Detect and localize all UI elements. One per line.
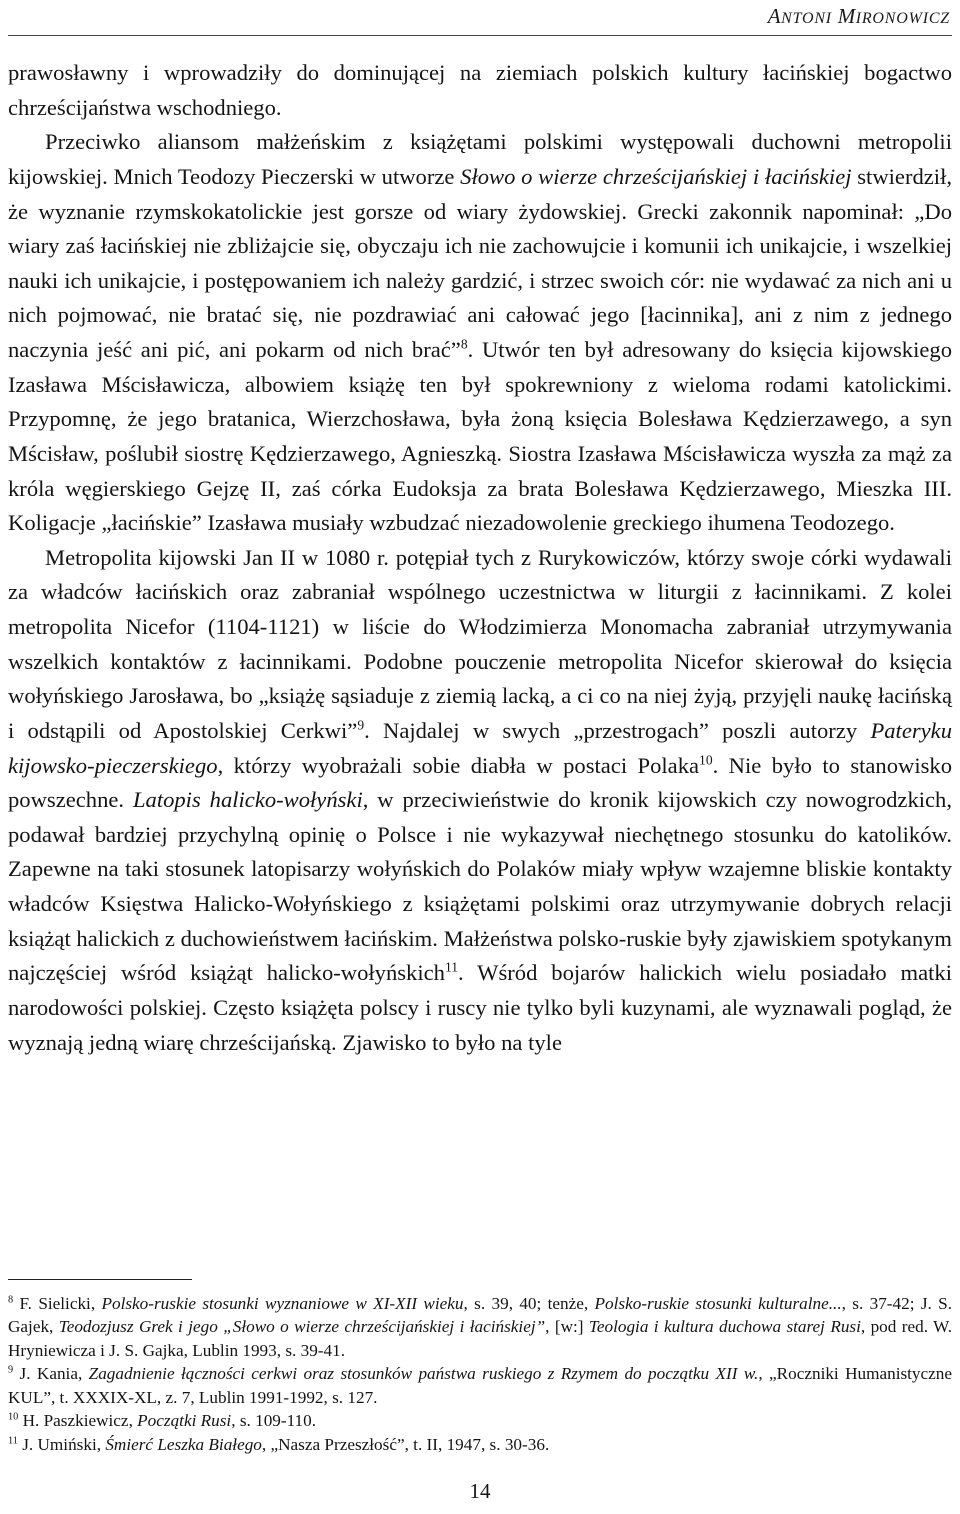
footnote-ref-8[interactable]: 8 [460,336,468,352]
footnote-11: $^{11}$ J. Umiński, Śmierć Leszka Białego, „Nasza Przeszłość”, t. II, 1947, s. 30-36. [8,1434,550,1454]
footnote-9: $^9$ J. Kania, Zagadnienie łączności cerkwi oraz stosunków państwa ruskiego z Rzymem do początku XII w., „Roczniki Humanistyczne KUL”, t. XXXIX-XL, z. 7, Lublin 1991-1992, s. 127. [8,1364,953,1407]
page-number: 14 [469,1479,491,1503]
work-title-latopis: Latopis halicko-wołyński [132,787,363,813]
footnote-8: $^8$ F. Sielicki, Polsko-ruskie stosunki wyznaniowe w XI-XII wieku, s. 39, 40; tenże, Polsko-ruskie stosunki kulturalne..., s. 37-42; J. S. Gajek, Teodozjusz Grek i jego „Słowo o wierze chrześcijańskiej i łacińskiej”, [w:] Teologia i kultura duchowa starej Rusi, pod red. W. Hryniewicza i J. S. Gajka, Lublin 1993, s. 39-41. [8,1294,953,1360]
footnotes [8,1292,952,1456]
footnote-ref-10[interactable]: 10 [699,751,713,767]
paragraph-3: Metropolita kijowski Jan II w 1080 r. potępiał tych z Rurykowiczów, którzy swoje córki wydawali za władców łacińskich oraz zabraniał wspólnego uczestnictwa w liturgii z łacinnikami. Z kolei metropolita Nicefor (1104-1121) w liście do Włodzimierza Monomacha zabraniał utrzymywania wszelkich kontaktów z łacinnikami. Podobne pouczenie metropolita Nicefor skierował do księcia wołyńskiego Jarosława, bo „książę sąsiaduje z ziemią lacką, a ci co na niej żyją, przyjęli naukę łacińską i odstąpili od Apostolskiej Cerkwi”$^9$. Najdalej w swych „przestrogach” poszli autorzy Pateryku kijowsko-pieczerskiego, którzy wyobrażali sobie diabła w postaci Polaka$^{10}$. Nie było to stanowisko powszechne. Latopis halicko-wołyński, w przeciwieństwie do kronik kijowskich czy nowogrodzkich, podawał bardziej przychylną opinię o Polsce i nie wykazywał niechętnego stosunku do katolików. Zapewne na taki stosunek latopisarzy wołyńskich do Polaków miały wpływ wzajemne bliskie kontakty władców Księstwa Halicko-Wołyńskiego z książętami polskimi oraz utrzymywanie dobrych relacji książąt halickich z duchowieństwem łacińskim. Małżeństwa polsko-ruskie były zjawiskiem spotykanym najczęściej wśród książąt halicko-wołyńskich$^{11}$. Wśród bojarów halickich wielu posiadało matki narodowości polskiej. Często książęta polscy i ruscy nie tylko byli kuzynami, ale wyznawali pogląd, że wyznają jedną wiarę chrześcijańską. Zjawisko to było na tyle [8,544,953,1055]
footnote-number: 10 [8,1411,19,1423]
footnote-ref-9[interactable]: 9 [357,717,365,733]
author-first-rest: NTONI [781,10,832,27]
footnote-number: 9 [8,1364,14,1376]
main-text [8,56,952,1060]
footnote-rule [8,1279,192,1280]
paragraph-1: prawosławny i wprowadziły do dominującej na ziemiach polskich kultury łacińskiej bogactwo chrześcijaństwa wschodniego. [8,60,952,120]
work-title-pateryk: Pateryku kijowsko-pieczerskiego [8,717,952,778]
header-rule [8,35,952,36]
author-last-initial: M [837,4,856,28]
footnote-10: $^{10}$ H. Paszkiewicz, Początki Rusi, s. 109-110. [8,1411,317,1431]
work-title-slowo: Słowo o wierze chrześcijańskiej i łacińskiej [460,163,852,189]
author-last-rest: IRONOWICZ [855,10,950,27]
paragraph-2: Przeciwko aliansom małżeńskim z książętami polskimi występowali duchowni metropolii kijowskiej. Mnich Teodozy Pieczerski w utworze Słowo o wierze chrześcijańskiej i łacińskiej stwierdził, że wyznanie rzymskokatolickie jest gorsze od wiary żydowskiej. Grecki zakonnik napominał: „Do wiary zaś łacińskiej nie zbliżajcie się, obyczaju ich nie zachowujcie i komunii ich unikajcie, i wszelkiej nauki ich unikajcie, i postępowaniem ich należy gardzić, i strzec swoich cór: nie wydawać za nich ani u nich pojmować, nie bratać się, nie pozdrawiać ani całować jego [łacinnika], ani z nim z jednego naczynia jeść ani pić, ani pokarm od nich brać”$^8$. Utwór ten był adresowany do księcia kijowskiego Izasława Mścisławicza, albowiem książę ten był spokrewniony z wieloma rodami katolickimi. Przypomnę, że jego bratanica, Wierzchosława, była żoną księcia Bolesława Kędzierzawego, a syn Mścisław, poślubił siostrę Kędzierzawego, Agnieszką. Siostra Izasława Mścisławicza wyszła za mąż za króla węgierskiego Gejzę II, zaś córka Eudoksja za brata Bolesława Kędzierzawego, Mieszka III. Koligacje „łacińskie” Izasława musiały wzbudzać niezadowolenie greckiego ihumena Teodozego. [8,129,952,536]
footnote-ref-11[interactable]: 11 [444,959,459,975]
author-first-initial: A [767,4,782,28]
running-head [768,4,950,29]
footnote-number: 11 [8,1434,18,1446]
footnote-number: 8 [8,1294,14,1306]
